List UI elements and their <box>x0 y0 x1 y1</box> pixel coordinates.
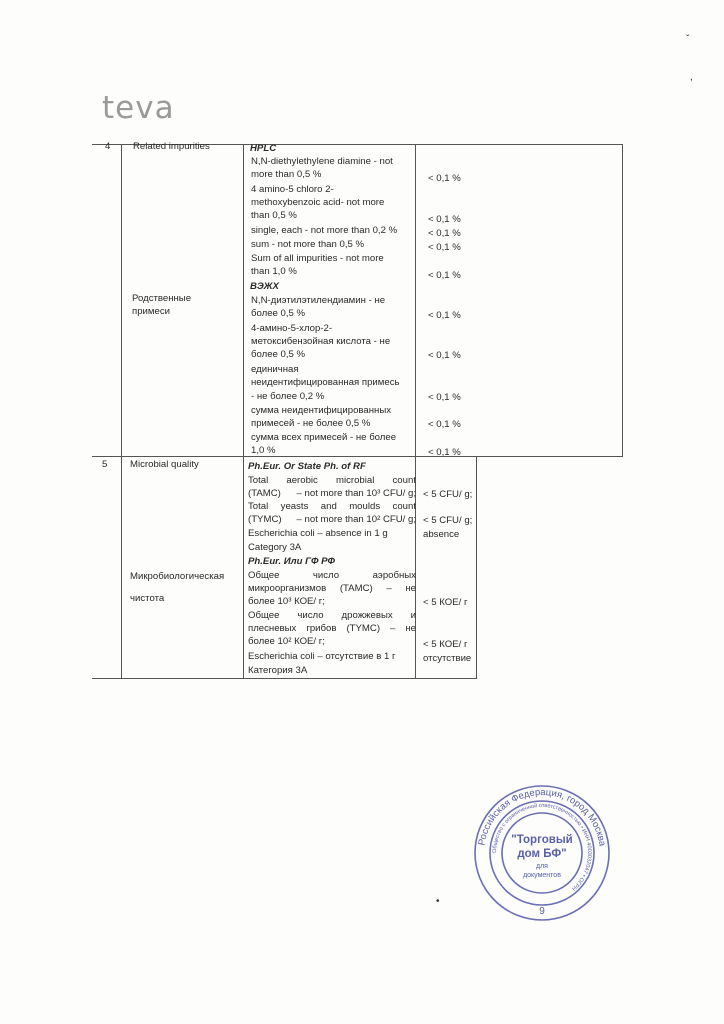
company-stamp <box>472 783 612 923</box>
spec-line: метоксибензойная кислота - не <box>251 336 391 347</box>
result-value: < 5 CFU/ g; <box>423 489 473 500</box>
spec-line-justified: (TYMC) – not more than 10² CFU/ g; <box>248 514 416 525</box>
result-value: < 0,1 % <box>428 214 461 225</box>
spec-line: сумма неидентифицированных <box>251 405 392 416</box>
spec-line: Escherichia coli – отсутствие в 1 г <box>248 651 396 662</box>
spec-line: than 1,0 % <box>251 266 297 277</box>
test-name-en: Related impurities <box>133 141 210 152</box>
method-label-ru: Ph.Eur. Или ГФ РФ <box>248 556 336 567</box>
spec-line: - не более 0,2 % <box>251 391 325 402</box>
spec-line: Sum of all impurities - not more <box>251 253 384 264</box>
result-value: < 0,1 % <box>428 392 461 403</box>
result-value: < 5 КОЕ/ г <box>423 597 468 608</box>
spec-line-justified: Total aerobic microbial count <box>248 475 416 486</box>
spec-line: неидентифицированная примесь <box>251 377 400 388</box>
spec-line: более 10² КОЕ/ г; <box>248 636 325 647</box>
test-name-ru: Микробиологическая <box>130 571 225 582</box>
result-value: < 0,1 % <box>428 242 461 253</box>
method-label-en: HPLC <box>250 143 277 154</box>
result-value: < 0,1 % <box>428 270 461 281</box>
spec-line-justified: Общее число дрожжевых и <box>248 610 416 621</box>
spec-line: более 0,5 % <box>251 349 306 360</box>
spec-line: Escherichia coli – absence in 1 g <box>248 528 388 539</box>
result-value: < 0,1 % <box>428 228 461 239</box>
spec-line: single, each - not more than 0,2 % <box>251 225 398 236</box>
table-col-divider-1 <box>121 144 122 679</box>
spec-line: более 10³ КОЕ/ г; <box>248 596 325 607</box>
spec-line: than 0,5 % <box>251 210 297 221</box>
result-value: отсутствие <box>423 653 472 664</box>
stamp-outer-text: Российская Федерация, город Москва <box>476 786 608 847</box>
spec-line: N,N-диэтилэтилендиамин - не <box>251 295 386 306</box>
result-value: < 0,1 % <box>428 350 461 361</box>
stamp-center-line: документов <box>523 872 561 879</box>
scan-mark: , <box>690 72 693 83</box>
stamp-center-line: "Торговый <box>511 834 573 846</box>
spec-line: more than 0,5 % <box>251 169 322 180</box>
spec-line: единичная <box>251 364 299 375</box>
method-label-ru: ВЭЖХ <box>250 281 279 292</box>
table-row-divider <box>92 456 622 457</box>
result-value: < 0,1 % <box>428 419 461 430</box>
spec-line: 4-амино-5-хлор-2- <box>251 323 333 334</box>
scan-mark: • <box>436 896 440 907</box>
stamp-center-line: дом БФ" <box>517 848 567 860</box>
spec-line: более 0,5 % <box>251 308 306 319</box>
result-value: < 5 CFU/ g; <box>423 515 473 526</box>
test-name-ru: Родственные <box>132 293 192 304</box>
spec-line: сумма всех примесей - не более <box>251 432 397 443</box>
spec-line: methoxybenzoic acid- not more <box>251 197 385 208</box>
result-value: absence <box>423 529 460 540</box>
method-label-en: Ph.Eur. Or State Ph. of RF <box>248 461 366 472</box>
test-name-ru: примеси <box>132 306 170 317</box>
table-bottom-border <box>92 678 476 679</box>
spec-line-justified: Total yeasts and moulds count <box>248 501 416 512</box>
spec-line: sum - not more than 0,5 % <box>251 239 365 250</box>
spec-line: 4 amino-5 chloro 2- <box>251 184 334 195</box>
stamp-inner-text: Общество с ограниченной ответственностью • ИНН 4003032047 • ОГРН <box>491 802 593 892</box>
spec-line-justified: плесневых грибов (TYMC) – не <box>248 623 416 634</box>
spec-line-justified: микроорганизмов (TAMC) – не <box>248 583 416 594</box>
stamp-center-line: для <box>536 863 548 870</box>
spec-line: 1,0 % <box>251 445 276 456</box>
spec-line: Category 3A <box>248 542 302 553</box>
result-value: < 5 КОЕ/ г <box>423 639 468 650</box>
spec-line-justified: Общее число аэробных <box>248 570 416 581</box>
result-value: < 0,1 % <box>428 447 461 458</box>
result-value: < 0,1 % <box>428 310 461 321</box>
result-value: < 0,1 % <box>428 173 461 184</box>
spec-line: Категория 3А <box>248 665 308 676</box>
spec-line: N,N-diethylethylene diamine - not <box>251 156 393 167</box>
row-number: 4 <box>105 141 111 152</box>
teva-logo: teva <box>102 90 175 126</box>
table-col-divider-3 <box>415 144 416 679</box>
table-col-divider-2 <box>243 144 244 679</box>
row-number: 5 <box>102 459 108 470</box>
spec-line-justified: (TAMC) – not more than 10³ CFU/ g; <box>248 488 416 499</box>
table-col-divider-5 <box>622 144 623 457</box>
scan-mark: ˇ <box>686 34 690 45</box>
test-name-ru: чистота <box>130 593 165 604</box>
table-col-divider-4 <box>476 456 477 679</box>
stamp-page-number: 9 <box>539 906 545 917</box>
spec-line: примесей - не более 0,5 % <box>251 418 371 429</box>
test-name-en: Microbial quality <box>130 459 199 470</box>
